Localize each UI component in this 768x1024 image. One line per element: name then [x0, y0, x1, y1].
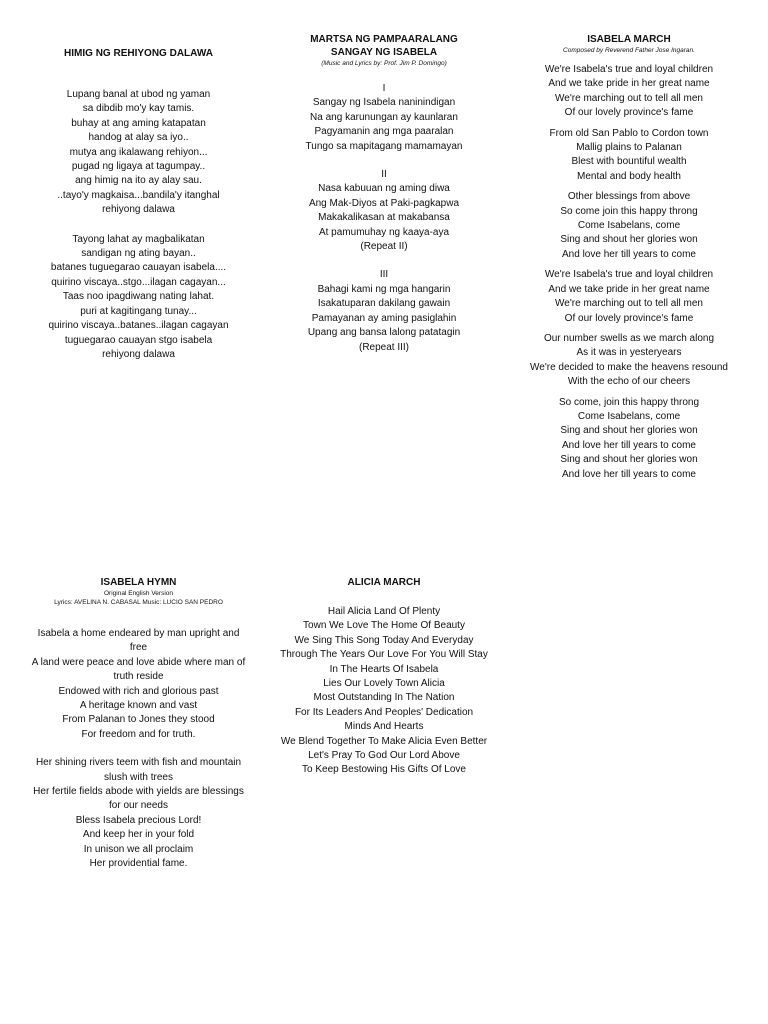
lyric-line: Of our lovely province's fame	[564, 107, 694, 119]
lyric-line: Town We Love The Home Of Beauty	[303, 620, 465, 632]
lyric-line: For Its Leaders And Peoples' Dedication	[294, 706, 474, 718]
lyric-line: I	[382, 83, 386, 94]
lyric-line: quirino viscaya..batanes..ilagan cagayan	[48, 320, 229, 332]
lyric-line: We're Isabela's true and loyal children	[544, 269, 714, 281]
lyric-line: In The Hearts Of Isabela	[329, 663, 439, 675]
song-title-line: SANGAY NG ISABELA	[330, 47, 438, 58]
lyric-line: Other blessings from above	[567, 191, 691, 203]
lyric-line: As it was in yesteryears	[576, 347, 682, 359]
lyric-line: buhay at ang aming katapatan	[71, 117, 206, 129]
lyric-line: At pamumuhay ng kaaya-aya	[318, 226, 450, 238]
lyric-line: rehiyong dalawa	[102, 348, 175, 360]
song-credit: Original English Version	[103, 590, 173, 597]
lyric-line: Our number swells as we march along	[543, 332, 715, 344]
lyric-line: quirino viscaya..stgo...ilagan cagayan...	[51, 276, 226, 288]
lyric-line: And love her till years to come	[562, 468, 696, 480]
song-himig-ng-rehiyong-dalawa	[20, 47, 257, 362]
lyric-line: Blest with bountiful wealth	[571, 156, 687, 168]
lyric-line: Her providential fame.	[89, 858, 188, 870]
stanza	[516, 332, 742, 390]
lyric-line: We Sing This Song Today And Everyday	[294, 634, 474, 646]
lyric-line: Na ang karunungan ay kaunlaran	[310, 111, 458, 123]
song-title	[30, 576, 247, 607]
stanza	[30, 756, 247, 871]
lyric-line: A heritage known and vast	[79, 700, 198, 712]
song-title	[20, 47, 257, 60]
song-isabela-march	[516, 33, 742, 482]
stanza	[268, 605, 500, 778]
lyric-line: (Repeat II)	[360, 241, 408, 253]
song-lyrics	[516, 63, 742, 482]
stanza	[30, 627, 247, 742]
lyric-line: Pamayanan ay aming pasiglahin	[311, 312, 457, 324]
lyric-line: puri at kagitingang tunay...	[80, 305, 197, 317]
lyric-line: To Keep Bestowing His Gifts Of Love	[302, 764, 466, 776]
stanza	[20, 88, 257, 218]
lyric-line: For freedom and for truth.	[81, 728, 196, 740]
lyric-line: Her shining rivers teem with fish and mountain slush with trees	[35, 757, 242, 783]
lyric-line: mutya ang ikalawang rehiyon...	[69, 146, 208, 158]
lyric-line: Mental and body health	[577, 170, 681, 182]
song-title-line: ALICIA MARCH	[347, 577, 421, 588]
song-lyrics	[20, 88, 257, 362]
lyric-line: A land were peace and love abide where man of truth reside	[31, 656, 246, 683]
lyric-line: Come Isabelans, come	[577, 220, 681, 232]
lyric-line: We're Isabela's true and loyal children	[544, 64, 714, 75]
lyric-line: We're decided to make the heavens resound	[530, 361, 728, 373]
lyric-line: Sing and shout her glories won	[560, 425, 698, 437]
lyric-line: And keep her in your fold	[82, 829, 195, 841]
lyric-line: Come Isabelans, come	[577, 410, 681, 422]
song-credit: (Music and Lyrics by: Prof. Jim P. Domingo)	[321, 60, 447, 67]
lyric-line: Isabela a home endeared by man upright and free	[37, 628, 240, 654]
lyric-line: And love her till years to come	[562, 439, 696, 451]
lyric-line: Isakatuparan dakilang gawain	[317, 298, 451, 310]
stanza	[516, 268, 742, 326]
song-lyrics	[268, 605, 500, 778]
song-lyrics	[268, 82, 500, 355]
song-title-line: ISABELA MARCH	[587, 34, 671, 45]
lyric-line: Makakalikasan at makabansa	[318, 212, 450, 224]
lyric-line: handog at alay sa iyo..	[88, 132, 189, 144]
lyric-line: We're marching out to tell all men	[555, 92, 703, 104]
lyric-line: Taas noo ipagdiwang nating lahat.	[62, 291, 215, 303]
lyric-line: Through The Years Our Love For You Will Stay	[280, 649, 488, 661]
lyric-line: Bahagi kami ng mga hangarin	[317, 283, 451, 295]
lyric-line: We're marching out to tell all men	[555, 298, 703, 310]
stanza	[516, 190, 742, 262]
lyric-line: Of our lovely province's fame	[564, 312, 694, 324]
lyric-line: Endowed with rich and glorious past	[58, 685, 219, 697]
song-title-line: ISABELA HYMN	[100, 577, 177, 588]
lyric-line: Ang Mak-Diyos at Paki-pagkapwa	[308, 197, 460, 209]
lyric-line: batanes tuguegarao cauayan isabela....	[50, 262, 227, 274]
lyric-line: Hail Alicia Land Of Plenty	[327, 606, 441, 617]
lyric-line: rehiyong dalawa	[102, 204, 175, 216]
stanza	[516, 63, 742, 121]
stanza	[268, 82, 500, 154]
lyric-line: So come, join this happy throng	[558, 396, 700, 408]
lyric-line: So come join this happy throng	[560, 205, 698, 217]
lyric-line: tuguegarao cauayan stgo isabela	[64, 334, 213, 346]
lyric-line: Lupang banal at ubod ng yaman	[66, 89, 211, 100]
stanza	[268, 268, 500, 354]
lyric-line: ang himig na ito ay alay sau.	[75, 175, 202, 187]
song-lyrics	[30, 627, 247, 872]
lyric-line: Sing and shout her glories won	[560, 234, 698, 246]
lyric-line: Sangay ng Isabela naninindigan	[312, 97, 456, 109]
lyric-line: Tayong lahat ay magbalikatan	[72, 233, 205, 245]
lyric-line: From old San Pablo to Cordon town	[549, 127, 709, 139]
lyric-line: And love her till years to come	[562, 248, 696, 260]
lyric-line: Pagyamanin ang mga paaralan	[314, 126, 454, 138]
lyric-line: Mallig plains to Palanan	[576, 142, 682, 154]
lyric-line: Her fertile fields abode with yields are blessings for our needs	[33, 786, 244, 812]
lyric-line: Lies Our Lovely Town Alicia	[323, 678, 445, 690]
song-isabela-hymn	[30, 576, 247, 872]
lyric-line: Let's Pray To God Our Lord Above	[308, 750, 460, 762]
song-credit: Composed by Reverend Father Jose Ingaran.	[563, 47, 695, 54]
lyric-line: In unison we all proclaim	[83, 843, 194, 855]
stanza	[20, 233, 257, 363]
lyric-line: Minds And Hearts	[344, 721, 424, 733]
stanza	[268, 168, 500, 254]
lyric-line: Sing and shout her glories won	[560, 454, 698, 466]
lyric-line: III	[379, 269, 389, 281]
lyric-line: Tungo sa mapitagang mamamayan	[305, 140, 463, 152]
stanza	[516, 396, 742, 482]
song-title	[268, 576, 500, 589]
lyric-line: pugad ng ligaya at tagumpay..	[71, 161, 206, 173]
lyric-line: From Palanan to Jones they stood	[62, 714, 215, 726]
lyric-line: Upang ang bansa lalong patatagin	[307, 327, 461, 339]
lyric-line: Bless Isabela precious Lord!	[75, 814, 202, 826]
lyric-line: We Blend Together To Make Alicia Even Better	[280, 735, 488, 747]
lyric-line: And we take pride in her great name	[548, 283, 710, 295]
song-credit: Lyrics: AVELINA N. CABASAL Music: LUCIO SAN PEDRO	[54, 599, 223, 606]
lyric-line: sa dibdib mo'y kay tamis.	[82, 103, 195, 115]
song-martsa-ng-pampaaralang-sangay	[268, 33, 500, 355]
song-title-line: HIMIG NG REHIYONG DALAWA	[64, 48, 213, 59]
song-title	[268, 33, 500, 68]
lyric-line: (Repeat III)	[358, 341, 410, 353]
lyric-line: II	[381, 169, 387, 181]
song-alicia-march	[268, 576, 500, 778]
lyric-line: With the echo of our cheers	[567, 376, 691, 388]
lyric-line: sandigan ng ating bayan..	[81, 248, 196, 260]
lyric-line: And we take pride in her great name	[548, 78, 710, 90]
lyric-line: ..tayo'y magkaisa...bandila'y itanghal	[57, 189, 220, 201]
song-title	[516, 33, 742, 55]
stanza	[516, 127, 742, 185]
lyric-line: Most Outstanding In The Nation	[313, 692, 455, 704]
lyric-line: Nasa kabuuan ng aming diwa	[318, 183, 450, 195]
song-title-line: MARTSA NG PAMPAARALANG	[310, 34, 458, 45]
